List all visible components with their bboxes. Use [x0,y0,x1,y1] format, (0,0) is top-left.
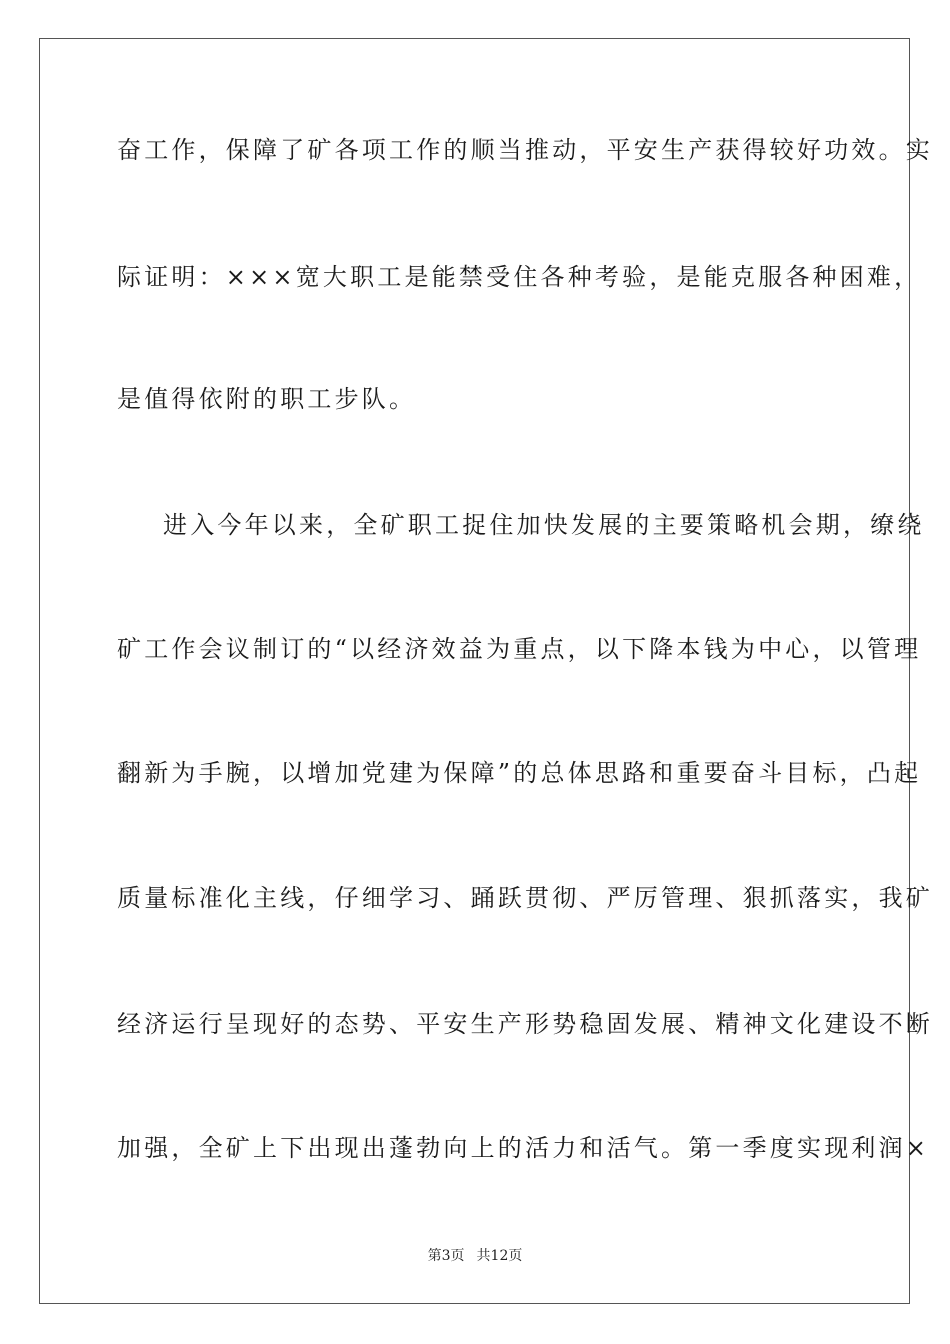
text-line-5: 矿工作会议制订的“以经济效益为重点，以下降本钱为中心，以管理 [117,635,922,663]
text-line-1: 奋工作，保障了矿各项工作的顺当推动，平安生产获得较好功效。实 [117,136,933,164]
page-number: 第3页 [427,1248,465,1264]
text-line-4-paragraph-start: 进入今年以来，全矿职工捉住加快发展的主要策略机会期，缭绕 [163,511,925,539]
text-line-8: 经济运行呈现好的态势、平安生产形势稳固发展、精神文化建设不断 [117,1010,933,1038]
page-footer [0,1247,950,1265]
page-total: 共12页 [476,1248,523,1264]
text-line-3: 是值得依附的职工步队。 [117,385,417,413]
text-line-2: 际证明：×××宽大职工是能禁受住各种考验，是能克服各种困难， [117,263,922,291]
page-border [39,38,933,1304]
text-line-7: 质量标准化主线，仔细学习、踊跃贯彻、严厉管理、狠抓落实，我矿 [117,884,933,912]
text-line-9: 加强，全矿上下出现出蓬勃向上的活力和活气。第一季度实现利润× [117,1134,930,1162]
text-line-6: 翻新为手腕，以增加党建为保障”的总体思路和重要奋斗目标，凸起 [117,759,922,787]
